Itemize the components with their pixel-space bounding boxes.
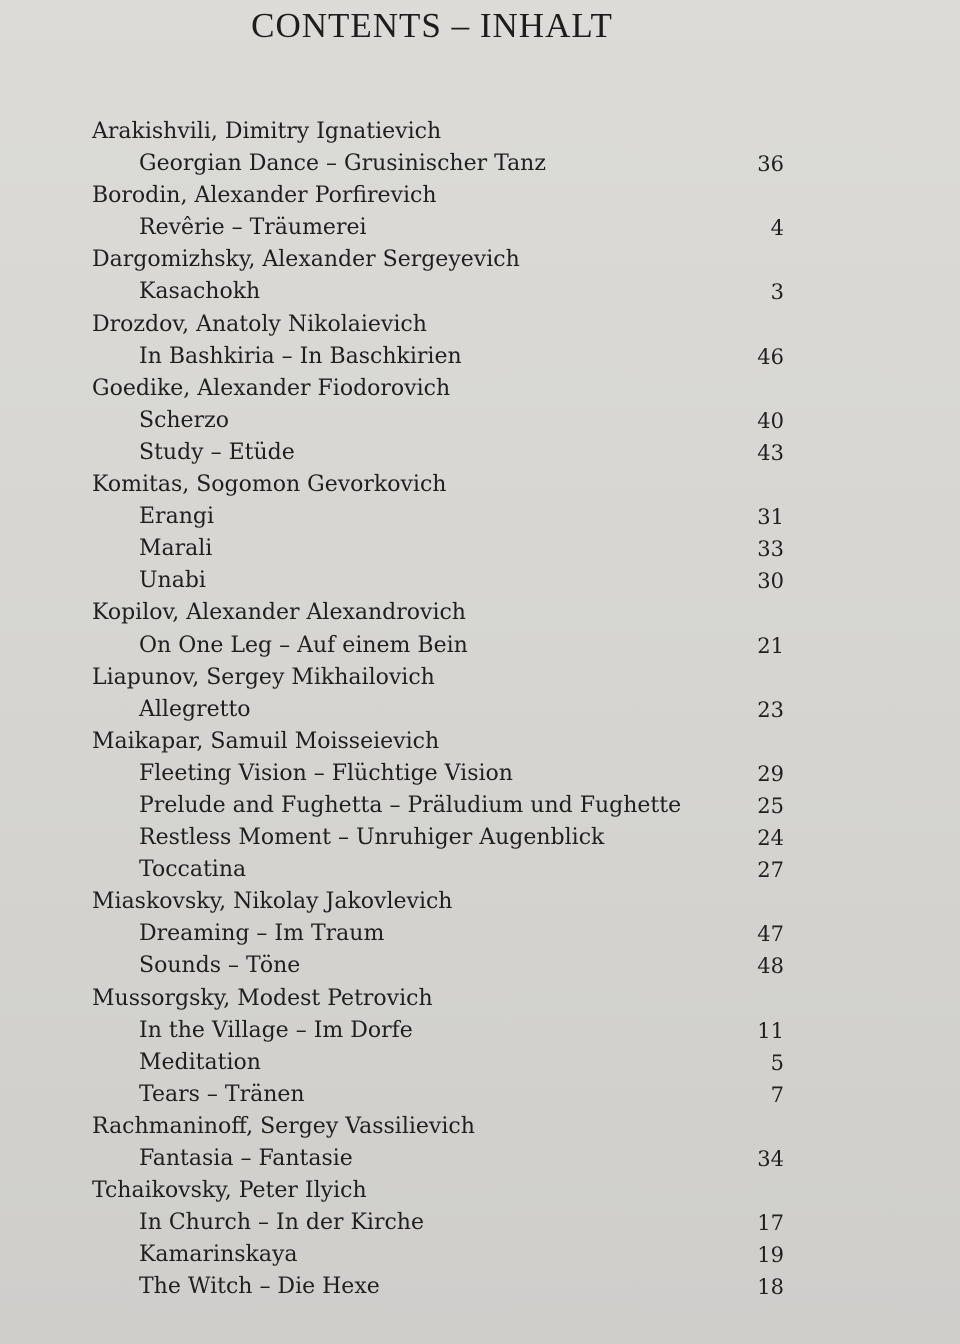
work-title: Revêrie – Träumerei [139,215,367,241]
composer-row [92,373,792,405]
work-title: Scherzo [139,407,229,433]
composer-row [92,116,792,148]
page-number: 5 [770,1050,784,1075]
composer-row [92,1175,792,1207]
work-title: Fantasia – Fantasie [139,1146,353,1171]
page-number: 18 [757,1275,784,1300]
page-number: 25 [757,793,784,818]
work-row [92,533,792,565]
table-of-contents [92,116,792,1303]
page-number: 47 [757,922,784,947]
page-number: 17 [757,1211,784,1236]
work-title: Allegretto [139,696,251,722]
composer-row [92,886,792,918]
work-row [92,854,792,886]
page-number: 4 [770,216,784,241]
work-row [92,630,792,662]
page-number: 27 [757,858,784,883]
work-row [92,341,792,373]
composer-name: Drozdov, Anatoly Nikolaievich [92,311,427,337]
composer-name: Tchaikovsky, Peter Ilyich [92,1178,367,1204]
page-number: 40 [757,408,784,433]
work-title: Erangi [139,504,214,530]
composer-name: Goedike, Alexander Fiodorovich [92,375,451,401]
work-row [92,405,792,437]
page-number: 30 [757,569,784,594]
work-row [92,950,792,982]
work-title: Fleeting Vision – Flüchtige Vision [139,760,513,786]
composer-row [92,1111,792,1143]
composer-row [92,726,792,758]
composer-row [92,662,792,694]
work-title: Tears – Tränen [139,1081,305,1107]
work-title: Kasachokh [139,279,261,305]
composer-row [92,309,792,341]
composer-row [92,469,792,501]
work-row [92,694,792,726]
composer-name: Komitas, Sogomon Gevorkovich [92,472,447,498]
work-row [92,1271,792,1303]
page-title: CONTENTS – INHALT [251,6,613,45]
work-title: On One Leg – Auf einem Bein [139,632,468,658]
composer-row [92,180,792,212]
composer-name: Borodin, Alexander Porfirevich [92,183,437,209]
work-row [92,1015,792,1047]
page-number: 31 [757,505,784,530]
work-title: Unabi [139,568,206,594]
work-title: Georgian Dance – Grusinischer Tanz [139,151,546,177]
page-number: 11 [757,1018,784,1043]
page-number: 19 [757,1243,784,1268]
page-number: 23 [757,697,784,722]
work-row [92,565,792,597]
page-number: 24 [757,826,784,851]
composer-name: Miaskovsky, Nikolay Jakovlevich [92,889,453,915]
composer-row [92,244,792,276]
composer-row [92,597,792,629]
composer-name: Dargomizhsky, Alexander Sergeyevich [92,247,520,273]
page-number: 29 [757,761,784,786]
work-row [92,1079,792,1111]
work-row [92,758,792,790]
work-title: Toccatina [139,857,247,883]
page-number: 7 [770,1082,784,1107]
work-title: Meditation [139,1049,261,1075]
page-number: 48 [757,954,784,979]
composer-name: Liapunov, Sergey Mikhailovich [92,664,435,690]
work-row [92,1047,792,1079]
work-title: In Bashkiria – In Baschkirien [139,343,462,369]
work-row [92,276,792,308]
composer-row [92,983,792,1015]
composer-name: Maikapar, Samuil Moisseievich [92,728,440,754]
work-row [92,1143,792,1175]
page-number: 46 [757,344,784,369]
work-title: Sounds – Töne [139,953,301,979]
work-row [92,437,792,469]
work-row [92,918,792,950]
page-number: 3 [770,280,784,305]
work-row [92,822,792,854]
page-number: 36 [757,152,784,177]
work-title: Study – Etüde [139,439,295,465]
work-row [92,501,792,533]
page-number: 33 [757,537,784,562]
page-number: 21 [757,633,784,658]
composer-name: Rachmaninoff, Sergey Vassilievich [92,1113,475,1139]
work-title: Kamarinskaya [139,1242,298,1268]
work-title: The Witch – Die Hexe [139,1274,380,1300]
work-title: In Church – In der Kirche [139,1210,424,1236]
work-row [92,148,792,180]
work-title: Restless Moment – Unruhiger Augenblick [139,825,605,851]
composer-name: Mussorgsky, Modest Petrovich [92,985,433,1011]
page-number: 43 [757,440,784,465]
composer-name: Kopilov, Alexander Alexandrovich [92,600,466,626]
work-title: Marali [139,536,213,562]
composer-name: Arakishvili, Dimitry Ignatievich [92,119,442,144]
work-row [92,212,792,244]
work-row [92,1207,792,1239]
work-title: Prelude and Fughetta – Präludium und Fughette [139,792,682,818]
page-number: 34 [757,1147,784,1171]
work-row [92,790,792,822]
work-row [92,1239,792,1271]
work-title: Dreaming – Im Traum [139,921,385,947]
work-title: In the Village – Im Dorfe [139,1017,413,1043]
